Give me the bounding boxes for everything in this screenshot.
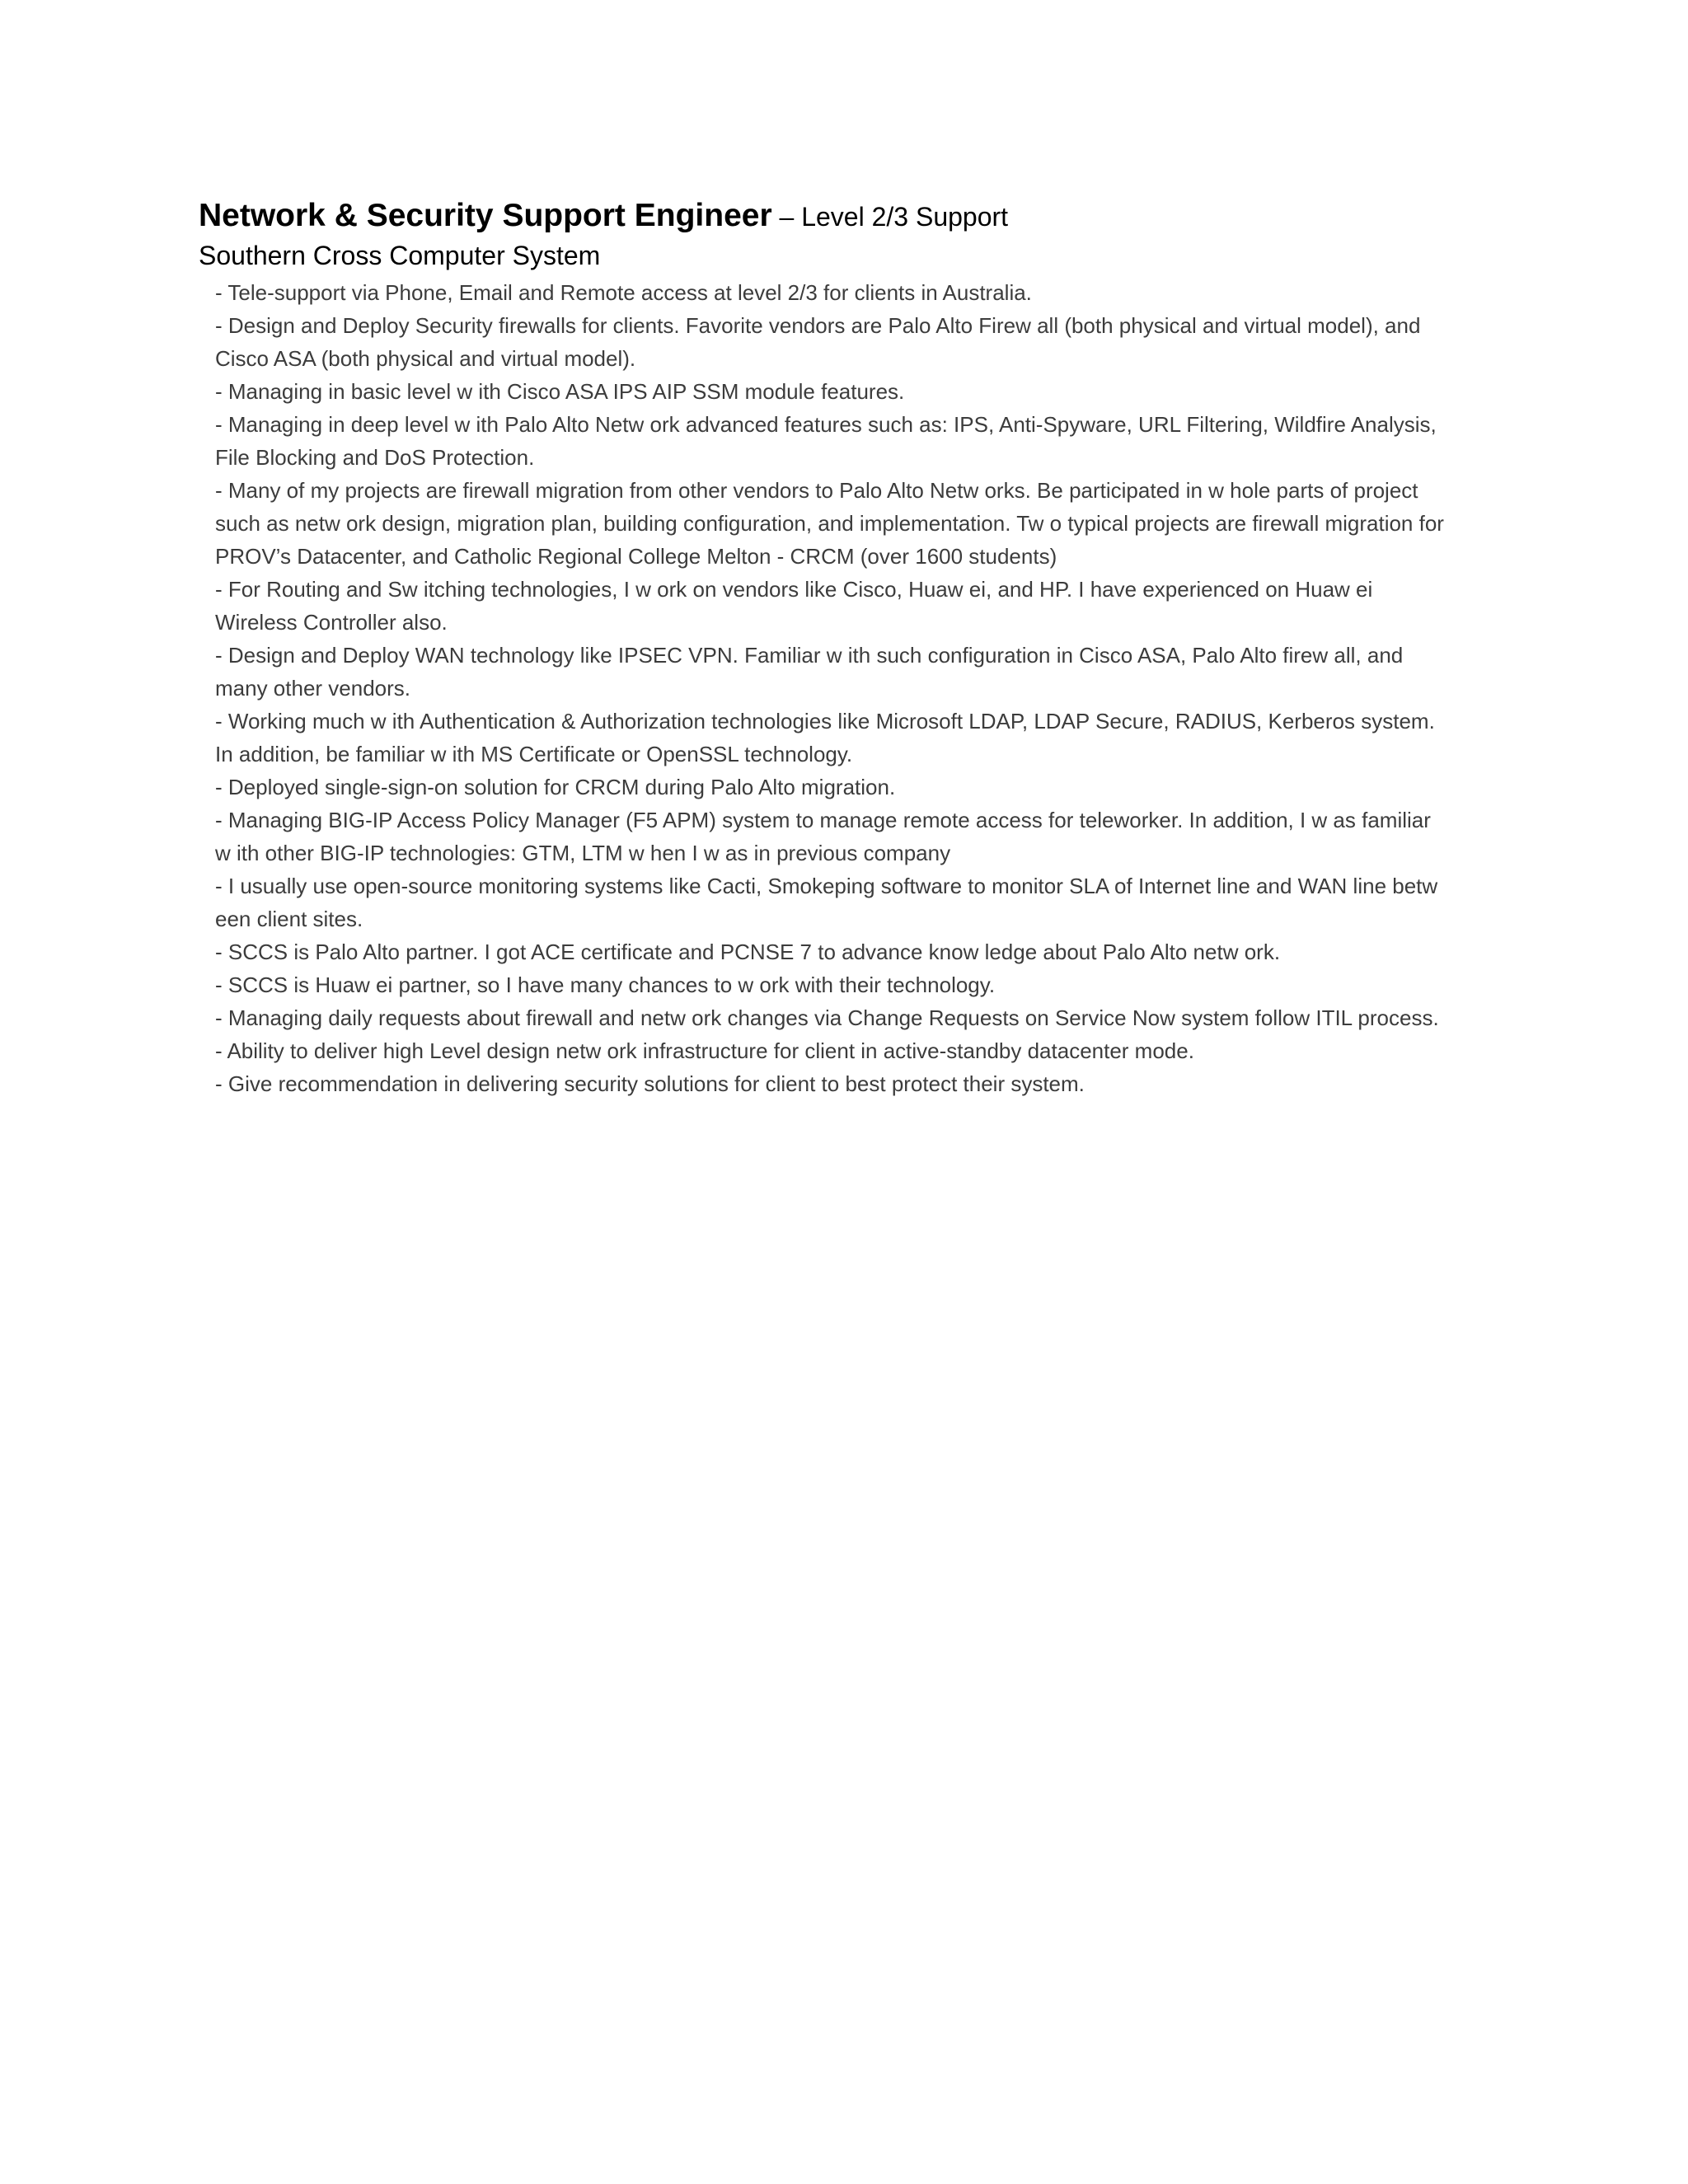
company-name: Southern Cross Computer System [199,241,601,270]
responsibilities-list [215,276,1468,1100]
responsibility-item: - I usually use open-source monitoring systems like Cacti, Smokeping software to monitor SLA of Internet line and WAN line betw een client sites. [215,874,1438,931]
responsibility-item: - SCCS is Palo Alto partner. I got ACE certificate and PCNSE 7 to advance know ledge about Palo Alto netw ork. [215,940,1281,964]
responsibility-item: - Design and Deploy WAN technology like IPSEC VPN. Familiar w ith such configuration in Cisco ASA, Palo Alto firew all, and many other vendors. [215,643,1404,701]
responsibility-item: - Working much w ith Authentication & Authorization technologies like Microsoft LDAP, LDAP Secure, RADIUS, Kerberos system. In addition, be familiar w ith MS Certificate or OpenSSL technology. [215,709,1435,766]
job-entry [199,194,1468,1100]
responsibility-item: - Give recommendation in delivering security solutions for client to best protect their system. [215,1071,1085,1096]
job-level: – Level 2/3 Support [771,202,1009,232]
responsibility-item: - Managing in basic level w ith Cisco ASA IPS AIP SSM module features. [215,379,905,404]
responsibility-item: - Deployed single-sign-on solution for CRCM during Palo Alto migration. [215,775,896,799]
responsibility-item: - Managing in deep level w ith Palo Alto Netw ork advanced features such as: IPS, Anti-Spyware, URL Filtering, Wildfire Analysis, File Blocking and DoS Protection. [215,412,1437,470]
responsibility-item: - Managing BIG-IP Access Policy Manager (F5 APM) system to manage remote access for teleworker. In addition, I w as familiar w ith other BIG-IP technologies: GTM, LTM w hen I w as in previous company [215,808,1431,865]
job-title: Network & Security Support Engineer [199,198,772,233]
responsibility-item: - Ability to deliver high Level design netw ork infrastructure for client in active-standby datacenter mode. [215,1038,1194,1063]
responsibility-item: - SCCS is Huaw ei partner, so I have many chances to w ork with their technology. [215,972,996,997]
responsibility-item: - Design and Deploy Security firewalls for clients. Favorite vendors are Palo Alto Firew all (both physical and virtual model), and Cisco ASA (both physical and virtual model). [215,313,1421,371]
responsibility-item: - Many of my projects are firewall migration from other vendors to Palo Alto Netw orks. Be participated in w hole parts of project such as netw ork design, migration plan, building configuration, and implementation. Tw o typical projects are firewall migration for PROV’s Datacenter, and Catholic Regional College Melton - CRCM (over 1600 students) [215,478,1444,569]
job-title-line [199,194,1468,238]
responsibility-item: - Managing daily requests about firewall and netw ork changes via Change Requests on Service Now system follow ITIL process. [215,1005,1439,1030]
responsibility-item: - Tele-support via Phone, Email and Remote access at level 2/3 for clients in Australia. [215,280,1032,305]
responsibility-item: - For Routing and Sw itching technologies, I w ork on vendors like Cisco, Huaw ei, and HP. I have experienced on Huaw ei Wireless Controller also. [215,577,1373,635]
